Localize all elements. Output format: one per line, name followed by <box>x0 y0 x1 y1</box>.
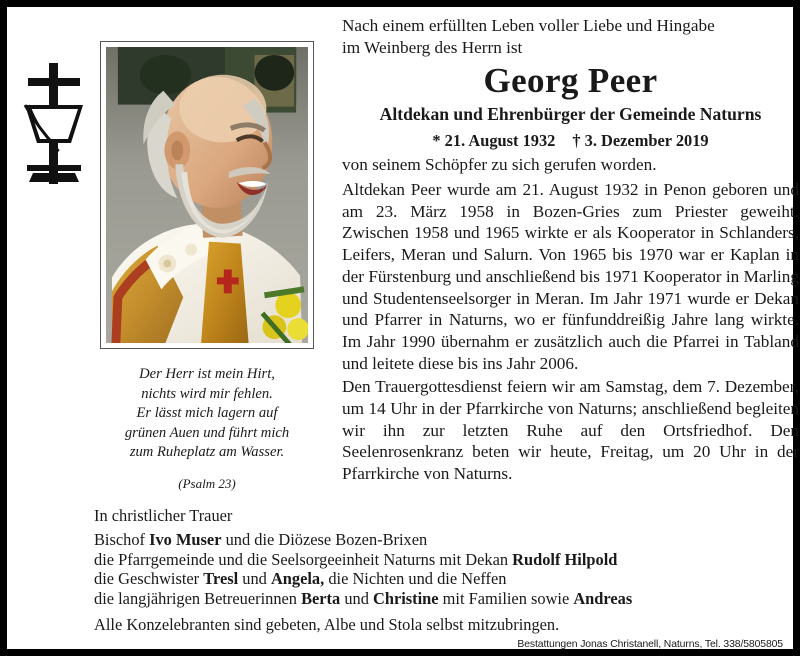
mourners-line <box>94 569 784 589</box>
funeral-service-paragraph: Den Trauergottesdienst feiern wir am Samstag, dem 7. Dezember, um 14 Uhr in der Pfarrkirche von Naturns; anschließend begleiten wir ihn zur letzten Ruhe auf den Ortsfriedhof. Den Seelenrosenkranz beten wir heute, Freitag, um 20 Uhr in der Pfarrkirche von Naturns. <box>342 377 799 484</box>
psalm-quote <box>93 365 321 493</box>
death-date: † 3. Dezember 2019 <box>572 131 709 150</box>
intro-text <box>342 15 799 58</box>
birth-date: * 21. August 1932 <box>432 131 556 150</box>
mourners-text: und <box>238 569 271 589</box>
psalm-line: Er lässt mich lagern auf <box>136 405 278 421</box>
notice-inner <box>7 7 799 650</box>
intro-line-2: im Weinberg des Herrn ist <box>342 37 523 57</box>
mourner-name: Rudolf Hilpold <box>512 549 618 569</box>
mourner-name: Andreas <box>573 588 633 608</box>
psalm-line: zum Ruheplatz am Wasser. <box>129 444 285 460</box>
mourner-name: Ivo Muser <box>149 530 222 549</box>
deceased-title: Altdekan und Ehrenbürger der Gemeinde Naturns <box>379 104 762 124</box>
undertaker-credit: Bestattungen Jonas Christanell, Naturns, Tel. 338/5805805 <box>517 639 783 650</box>
concelebrants-note: Alle Konzelebranten sind gebeten, Albe und Stola selbst mitzubringen. <box>94 615 560 634</box>
mourners-line <box>94 530 784 550</box>
portrait-photo-frame <box>100 41 314 349</box>
mourner-name: Tresl <box>203 569 239 589</box>
mourners-line <box>94 550 784 570</box>
mourners-text: mit Familien sowie <box>438 588 574 608</box>
mourners-text: die langjährigen Betreuerinnen <box>94 588 302 608</box>
deceased-name: Georg Peer <box>483 61 658 100</box>
mourner-name: Berta <box>301 588 341 608</box>
intro-line-1: Nach einem erfüllten Leben voller Liebe und Hingabe <box>342 16 715 35</box>
life-dates <box>342 129 799 152</box>
mourners-heading: In christlicher Trauer <box>94 506 233 525</box>
mourners-text: die Nichten und die Neffen <box>324 569 507 589</box>
cross-with-chalice-icon <box>23 61 85 186</box>
psalm-line: nichts wird mir fehlen. <box>141 385 273 402</box>
right-column <box>342 15 799 485</box>
mourners-text: und <box>340 588 373 608</box>
called-home-text: von seinem Schöpfer zu sich gerufen worden. <box>342 155 657 174</box>
psalm-line: Der Herr ist mein Hirt, <box>139 366 275 382</box>
mourners-text: die Pfarrgemeinde und die Seelsorgeeinheit Naturns mit Dekan <box>94 549 513 569</box>
biography-paragraph: Altdekan Peer wurde am 21. August 1932 in Penon geboren und am 23. März 1958 in Bozen-Gries zum Priester geweiht. Zwischen 1958 und 1965 wirkte er als Kooperator in Schlanders, Leifers, Meran und Salurn. Von 1965 bis 1970 war er Kaplan in der Fürstenburg und anschließend bis 1971 Kooperator in Marling und Studentenseelsorger in Meran. Im Jahr 1971 wurde er Dekan und Pfarrer in Naturns, wo er fünfunddreißig Jahre lang wirkte. Im Jahr 1990 übernahm er zusätzlich auch die Pfarrei in Tabland und leitete diese bis ins Jahr 2006. <box>342 180 799 373</box>
psalm-line: grünen Auen und führt mich <box>124 424 290 441</box>
mourners-list <box>94 530 784 608</box>
mourners-block <box>94 505 784 608</box>
mourner-name: Angela, <box>270 569 325 589</box>
mourners-line <box>94 589 784 609</box>
psalm-reference: (Psalm 23) <box>178 475 236 491</box>
portrait-photo <box>106 47 308 343</box>
mourners-text: und die Diözese Bozen-Brixen <box>221 530 428 549</box>
mourner-name: Christine <box>373 588 439 608</box>
mourners-text: Bischof <box>94 530 150 549</box>
mourners-text: die Geschwister <box>94 569 204 589</box>
